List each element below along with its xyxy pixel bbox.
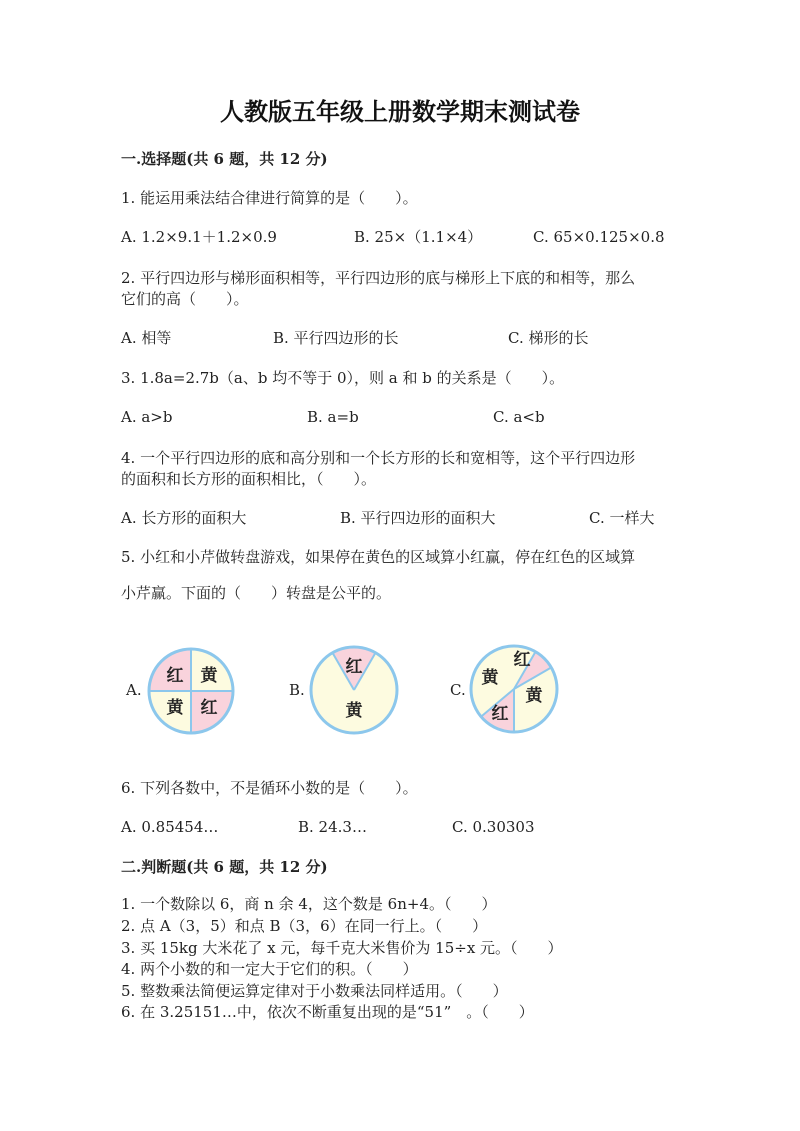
spinner-c-yellow-label-2: 黄 (525, 686, 543, 706)
judgment-item-1: 1. 一个数除以 6，商 n 余 4，这个数是 6n+4。（ ） (121, 895, 497, 913)
question-2-stem-line2: 它们的高（ ）。 (121, 290, 249, 308)
spinner-a (146, 646, 236, 736)
spinner-b-red-label: 红 (345, 657, 363, 677)
question-4-stem-line1: 4. 一个平行四边形的底和高分别和一个长方形的长和宽相等，这个平行四边形 (121, 449, 636, 467)
spinner-a-yellow-label-2: 黄 (166, 698, 184, 718)
question-2-option-b: B. 平行四边形的长 (273, 329, 399, 347)
question-6-option-b: B. 24.3… (298, 818, 367, 836)
judgment-item-5: 5. 整数乘法简便运算定律对于小数乘法同样适用。（ ） (121, 982, 508, 1000)
question-3-stem: 3. 1.8a=2.7b（a、b 均不等于 0），则 a 和 b 的关系是（ ）。 (121, 369, 565, 387)
question-3-option-b: B. a=b (307, 408, 359, 426)
question-2-option-a: A. 相等 (121, 329, 172, 347)
question-5-option-b-label: B. (289, 681, 305, 699)
judgment-item-2: 2. 点 A（3，5）和点 B（3，6）在同一行上。（ ） (121, 917, 488, 935)
spinner-c-yellow-label: 黄 (481, 668, 499, 688)
question-5-option-a-label: A. (126, 681, 142, 699)
judgment-item-6: 6. 在 3.25151…中，依次不断重复出现的是“51” 。（ ） (121, 1003, 534, 1021)
question-2-option-c: C. 梯形的长 (508, 329, 589, 347)
question-5-option-c-label: C. (450, 681, 466, 699)
spinner-b-yellow-label: 黄 (345, 701, 363, 721)
spinner-c-red-label: 红 (513, 650, 531, 670)
question-1-option-c: C. 65×0.125×0.8 (533, 228, 665, 246)
spinner-c (468, 643, 560, 735)
judgment-item-3: 3. 买 15kg 大米花了 x 元，每千克大米售价为 15÷x 元。（ ） (121, 939, 563, 957)
spinner-b (308, 644, 400, 736)
question-6-stem: 6. 下列各数中，不是循环小数的是（ ）。 (121, 779, 418, 797)
question-4-option-a: A. 长方形的面积大 (121, 509, 247, 527)
question-2-stem-line1: 2. 平行四边形与梯形面积相等，平行四边形的底与梯形上下底的和相等，那么 (121, 269, 636, 287)
question-5-stem-line2: 小芹赢。下面的（ ）转盘是公平的。 (121, 584, 392, 602)
question-3-option-c: C. a<b (493, 408, 545, 426)
question-6-option-c: C. 0.30303 (452, 818, 535, 836)
question-6-option-a: A. 0.85454… (121, 818, 219, 836)
question-4-option-b: B. 平行四边形的面积大 (340, 509, 496, 527)
section-heading-choice: 一.选择题(共 6 题，共 12 分) (121, 150, 328, 168)
question-1-option-a: A. 1.2×9.1＋1.2×0.9 (121, 228, 277, 246)
question-4-stem-line2: 的面积和长方形的面积相比，（ ）。 (121, 470, 377, 488)
page-title: 人教版五年级上册数学期末测试卷 (220, 97, 580, 126)
spinner-c-red-label-2: 红 (491, 704, 509, 724)
spinner-a-yellow-label: 黄 (200, 666, 218, 686)
spinner-a-red-label-2: 红 (200, 698, 218, 718)
question-3-option-a: A. a>b (121, 408, 173, 426)
question-1-stem: 1. 能运用乘法结合律进行简算的是（ ）。 (121, 189, 418, 207)
question-5-stem-line1: 5. 小红和小芹做转盘游戏，如果停在黄色的区域算小红赢，停在红色的区域算 (121, 548, 636, 566)
judgment-item-4: 4. 两个小数的和一定大于它们的积。（ ） (121, 960, 418, 978)
spinner-a-red-label: 红 (166, 666, 184, 686)
section-heading-judgment: 二.判断题(共 6 题，共 12 分) (121, 858, 328, 876)
question-4-option-c: C. 一样大 (589, 509, 655, 527)
question-1-option-b: B. 25×（1.1×4） (354, 228, 483, 246)
